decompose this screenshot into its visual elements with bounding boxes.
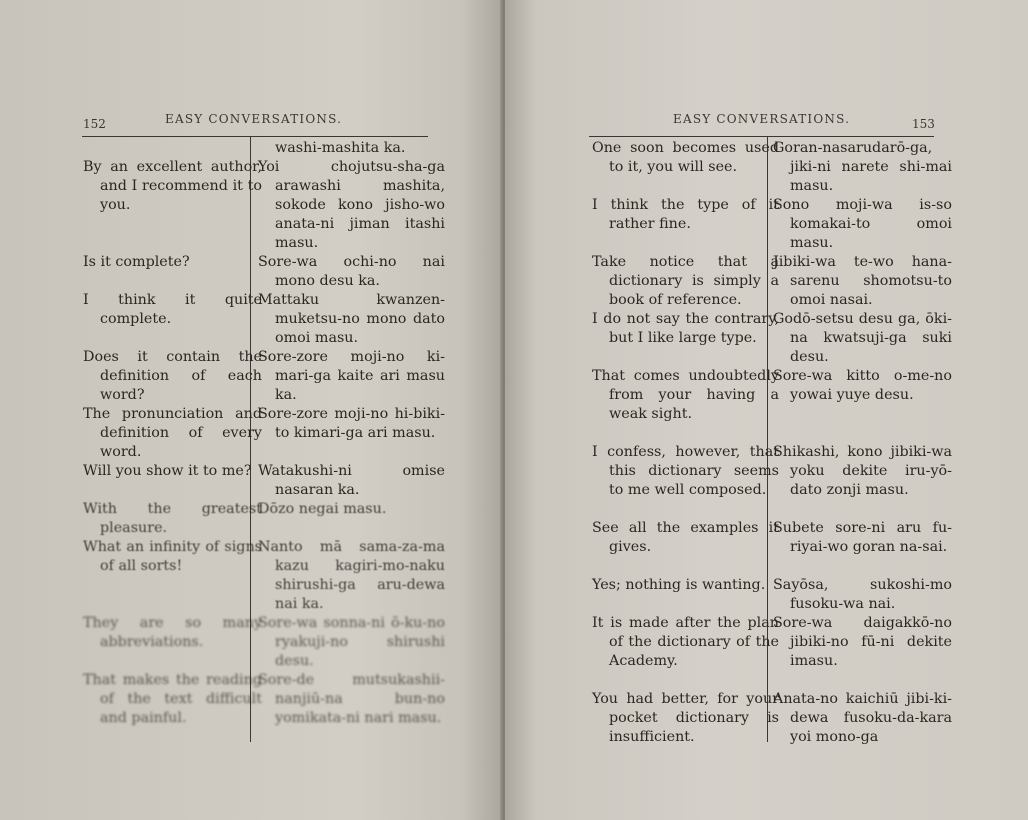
english-phrase: That comes undoubtedly from your having a weak sight. — [592, 368, 779, 422]
right-page — [505, 0, 1028, 820]
english-phrase: Is it complete? — [83, 254, 190, 270]
japanese-phrase: Subete sore-ni aru fu-riyai-wo goran na-sai. — [773, 520, 952, 555]
japanese-phrase: Sono moji-wa is-so komakai-to omoi masu. — [773, 197, 952, 251]
right-page-number: 153 — [912, 117, 935, 131]
english-phrase: I confess, however, that this dictionary seems to me well composed. — [592, 444, 779, 498]
english-phrase: What an infinity of signs of all sorts! — [83, 539, 262, 574]
english-phrase: Take notice that a dictionary is simply a book of reference. — [592, 254, 779, 308]
japanese-phrase: Dōzo negai masu. — [258, 501, 387, 517]
english-phrase: I do not say the contrary, but I like large type. — [592, 311, 779, 346]
japanese-phrase: Anata-no kaichiū jibi-ki-dewa fusoku-da-kara yoi mono-ga — [773, 691, 952, 745]
english-phrase: It is made after the plan of the dictionary of the Academy. — [592, 615, 779, 669]
left-running-head: EASY CONVERSATIONS. — [165, 112, 343, 126]
japanese-phrase: Sayōsa, sukoshi-mo fusoku-wa nai. — [773, 577, 952, 612]
left-page-number: 152 — [83, 117, 106, 131]
japanese-phrase: Godō-setsu desu ga, ōki-na kwatsuji-ga suki desu. — [773, 311, 952, 365]
english-phrase: I think the type of it rather fine. — [592, 197, 779, 232]
japanese-phrase: washi-mashita ka. — [275, 140, 406, 156]
english-phrase: That makes the reading of the text difficult and painful. — [83, 672, 262, 726]
right-head-rule — [589, 136, 934, 137]
japanese-phrase: Sore-wa daigakkō-no jibiki-no fū-ni dekite imasu. — [773, 615, 952, 669]
english-phrase: By an excellent author, and I recommend it to you. — [83, 159, 262, 213]
english-phrase: Will you show it to me? — [83, 463, 252, 479]
left-page — [0, 0, 503, 820]
japanese-phrase: Sore-wa ochi-no nai mono desu ka. — [258, 254, 445, 289]
english-phrase: They are so many abbreviations. — [83, 615, 262, 650]
japanese-phrase: Sore-wa sonna-ni ō-ku-no ryakuji-no shirushi desu. — [258, 615, 445, 669]
japanese-phrase: Shikashi, kono jibiki-wa yoku dekite iru-yō-dato zonji masu. — [773, 444, 952, 498]
english-phrase: Does it contain the definition of each word? — [83, 349, 262, 403]
english-phrase: With the greatest pleasure. — [83, 501, 262, 536]
english-phrase: See all the examples it gives. — [592, 520, 779, 555]
english-phrase: I think it quite complete. — [83, 292, 262, 327]
left-head-rule — [82, 136, 428, 137]
japanese-phrase: Yoi chojutsu-sha-ga arawashi mashita, sokode kono jisho-wo anata-ni jiman itashi masu. — [258, 159, 445, 251]
japanese-phrase: Jibiki-wa te-wo hana-sarenu shomotsu-to omoi nasai. — [773, 254, 952, 308]
japanese-phrase: Mattaku kwanzen-muketsu-no mono dato omoi masu. — [258, 292, 445, 346]
japanese-phrase: Sore-wa kitto o-me-no yowai yuye desu. — [773, 368, 952, 403]
japanese-phrase: Sore-de mutsukashii-nanjiū-na bun-no yomikata-ni nari masu. — [258, 672, 445, 726]
english-phrase: The pronunciation and definition of every word. — [83, 406, 262, 460]
english-phrase: One soon becomes used to it, you will see. — [592, 140, 779, 175]
right-running-head: EASY CONVERSATIONS. — [673, 112, 851, 126]
english-phrase: You had better, for your pocket dictionary is insufficient. — [592, 691, 779, 745]
japanese-phrase: Goran-nasarudarō-ga, jiki-ni narete shi-mai masu. — [773, 140, 952, 194]
english-phrase: Yes; nothing is wanting. — [592, 577, 766, 593]
japanese-phrase: Watakushi-ni omise nasaran ka. — [258, 463, 445, 498]
japanese-phrase: Sore-zore moji-no ki-mari-ga kaite ari masu ka. — [258, 349, 445, 403]
japanese-phrase: Nanto mā sama-za-ma kazu kagiri-mo-naku shirushi-ga aru-dewa nai ka. — [258, 539, 445, 612]
japanese-phrase: Sore-zore moji-no hi-biki-to kimari-ga ari masu. — [258, 406, 445, 441]
